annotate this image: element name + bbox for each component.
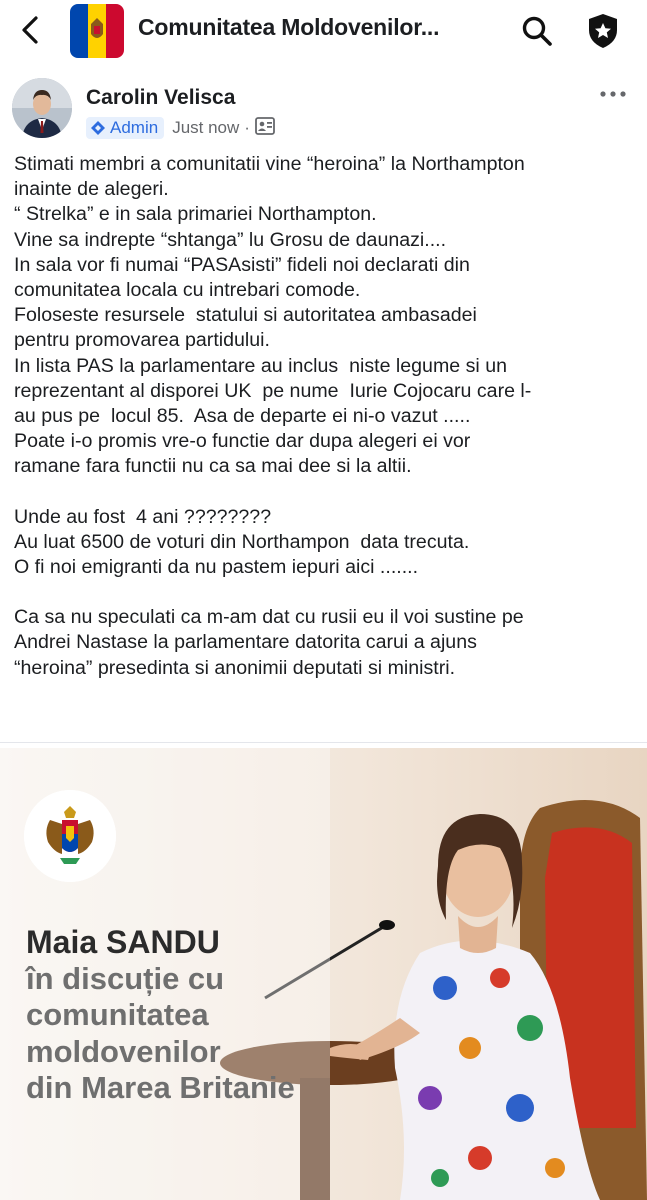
caption-line: din Marea Britanie <box>26 1070 295 1105</box>
top-bar <box>0 0 647 62</box>
more-options-icon[interactable] <box>598 86 628 102</box>
admin-badge <box>86 117 164 139</box>
caption-line: Maia SANDU <box>26 924 220 960</box>
caption-line: în discuție cu <box>26 960 225 996</box>
author-avatar[interactable] <box>12 78 72 138</box>
admin-diamond-icon <box>90 120 106 136</box>
post-paragraph: Ca sa nu speculati ca m-am dat cu rusii eu il voi sustine pe Andrei Nastase la parlamentare datorita carui a ajuns “heroina” presedinta si anonimii deputati si ministri. <box>14 606 524 679</box>
post-paragraph: Unde au fost 4 ani ???????? Au luat 6500 de voturi din Northampon data trecuta. O fi noi emigranti da nu pastem iepuri aici ....... <box>14 505 470 579</box>
divider <box>0 742 647 743</box>
post-timestamp[interactable]: Just now <box>172 118 240 137</box>
group-avatar[interactable] <box>70 4 124 58</box>
caption-line: comunitatea <box>26 997 209 1032</box>
caption-line: moldovenilor <box>26 1033 221 1069</box>
admin-badge-label: Admin <box>110 118 159 137</box>
post-meta <box>86 116 275 140</box>
post-image[interactable] <box>0 748 647 1200</box>
shield-star-icon[interactable] <box>585 12 621 50</box>
post-body <box>14 152 638 681</box>
search-icon[interactable] <box>520 14 554 48</box>
meta-separator: · <box>244 118 250 137</box>
group-title[interactable]: Comunitatea Moldovenilor... <box>138 14 440 40</box>
moldova-coat-of-arms-icon <box>24 790 116 882</box>
back-arrow-icon[interactable] <box>14 12 48 48</box>
group-audience-icon <box>255 117 275 140</box>
image-caption <box>26 924 295 1107</box>
post-paragraph: Stimati membri a comunitatii vine “heroina” la Northampton inainte de alegeri. “ Strelka” e in sala primariei Northampton. Vine sa indrepte “shtanga” lu Grosu de daunazi.... In sala vor fi numai “PASAsisti” fideli noi declarati din comunitatea locala cu intrebari comode. Foloseste resursele statului si autoritatea ambasadei pentru promovarea partidului. In lista PAS la parlamentare au inclus niste legume si un reprezentant al disporei UK pe nume Iurie Cojocaru care l- au pus pe locul 85. Asa de departe ei ni-o vazut ..... Poate i-o promis vre-o functie dar dupa alegeri ei vor ramane fara functii nu ca sa mai dee si la altii. <box>14 153 532 478</box>
author-name[interactable]: Carolin Velisca <box>86 86 236 109</box>
